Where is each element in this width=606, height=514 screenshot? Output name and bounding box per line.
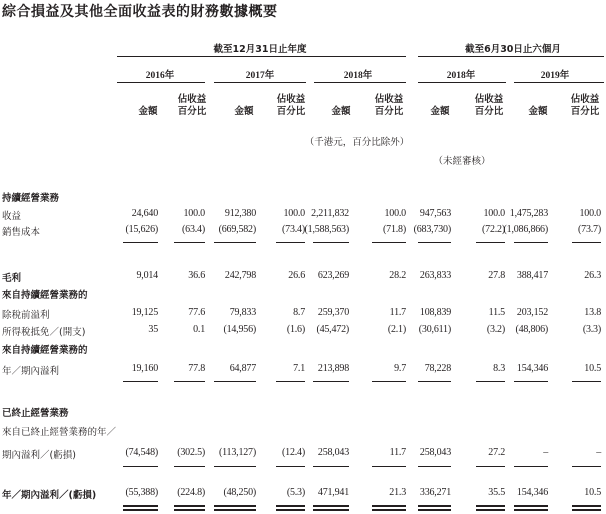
year-underline	[418, 82, 506, 83]
summation-line	[514, 509, 548, 511]
cell-disc: –	[596, 447, 601, 458]
cell-cost-of-sales: (1,086,866)	[503, 224, 548, 235]
summation-line	[372, 381, 406, 382]
summation-line	[476, 505, 505, 507]
cell-pbt: 203,152	[516, 307, 548, 318]
cell-disc: 11.7	[389, 447, 406, 458]
label-tax: 所得稅抵免／(開支)	[2, 327, 86, 338]
summation-line	[572, 509, 601, 511]
unaudited-note: （未經審核）	[433, 156, 491, 167]
summation-line	[313, 466, 349, 467]
cell-cost-of-sales: (73.4)	[282, 224, 305, 235]
cell-cost-of-sales: (73.7)	[578, 224, 601, 235]
label-profit-cont-line1: 來自持續經營業務的	[2, 345, 88, 356]
cell-tax: (48,806)	[515, 324, 548, 335]
summation-line	[572, 505, 601, 507]
cell-disc: (74,548)	[125, 447, 158, 458]
col-header-amount: 金額	[430, 106, 450, 117]
cell-gross-profit: 263,833	[419, 270, 451, 281]
cell-total: 471,941	[317, 487, 349, 498]
cell-gross-profit: 26.3	[584, 270, 601, 281]
cell-cost-of-sales: (1,588,563)	[304, 224, 349, 235]
summation-line	[572, 242, 601, 243]
cell-disc: 258,043	[419, 447, 451, 458]
period-six-months: 截至6月30日止六個月	[465, 44, 561, 55]
summation-line	[313, 242, 349, 243]
year-header: 2019年	[540, 71, 570, 81]
cell-revenue: 912,380	[224, 208, 256, 219]
summation-line	[514, 242, 548, 243]
summation-line	[214, 505, 256, 507]
summation-line	[418, 509, 451, 511]
summation-line	[123, 505, 158, 507]
summation-line	[276, 509, 305, 511]
summation-line	[572, 466, 601, 467]
cell-revenue: 100.0	[384, 208, 406, 219]
cell-total: 21.3	[389, 487, 406, 498]
cell-tax: (45,472)	[316, 324, 349, 335]
col-header-pct: 佔收益 百分比	[570, 94, 600, 117]
summation-line	[476, 509, 505, 511]
cell-total: 10.5	[584, 487, 601, 498]
cell-revenue: 947,563	[419, 208, 451, 219]
summation-line	[123, 509, 158, 511]
cell-cost-of-sales: (63.4)	[182, 224, 205, 235]
col-header-amount: 金額	[528, 106, 548, 117]
cell-disc: 27.2	[488, 447, 505, 458]
cell-gross-profit: 26.6	[288, 270, 305, 281]
summation-line	[276, 242, 305, 243]
cell-profit-cont: 64,877	[229, 363, 256, 374]
cell-total: 336,271	[419, 487, 451, 498]
cell-profit-cont: 78,228	[424, 363, 451, 374]
cell-pbt: 8.7	[293, 307, 305, 318]
cell-profit-cont: 9.7	[394, 363, 406, 374]
cell-pbt: 259,370	[317, 307, 349, 318]
cell-total: (5.3)	[286, 487, 305, 498]
year-header: 2018年	[446, 71, 476, 81]
label-profit-cont-line2: 年／期內溢利	[2, 366, 60, 377]
period-full-year: 截至12月31日止年度	[213, 44, 307, 55]
cell-cost-of-sales: (72.2)	[482, 224, 505, 235]
summation-line	[514, 381, 548, 382]
cell-total: (224.8)	[177, 487, 205, 498]
cell-disc: 258,043	[317, 447, 349, 458]
cell-revenue: 2,211,832	[311, 208, 349, 219]
cell-revenue: 100.0	[183, 208, 205, 219]
cell-profit-cont: 10.5	[584, 363, 601, 374]
summation-line	[418, 466, 451, 467]
cell-total: (48,250)	[223, 487, 256, 498]
summation-line	[214, 381, 256, 382]
year-underline	[514, 82, 604, 83]
summation-line	[214, 242, 256, 243]
cell-tax: 35	[148, 324, 158, 335]
cell-tax: 0.1	[193, 324, 205, 335]
period-underline	[418, 56, 604, 57]
summation-line	[514, 466, 548, 467]
summation-line	[418, 381, 451, 382]
cell-profit-cont: 154,346	[516, 363, 548, 374]
year-header: 2017年	[245, 71, 275, 81]
summation-line	[572, 381, 601, 382]
summation-line	[372, 242, 406, 243]
cell-revenue: 100.0	[579, 208, 601, 219]
label-pbt-line2: 除稅前溢利	[2, 310, 50, 321]
col-header-amount: 金額	[138, 106, 158, 117]
col-header-pct: 佔收益 百分比	[374, 94, 404, 117]
cell-tax: (1.6)	[286, 324, 305, 335]
cell-tax: (14,956)	[223, 324, 256, 335]
label-pbt-line1: 來自持續經營業務的	[2, 290, 88, 301]
cell-profit-cont: 213,898	[317, 363, 349, 374]
cell-disc: (12.4)	[282, 447, 305, 458]
year-underline	[314, 82, 406, 83]
cell-tax: (30,611)	[418, 324, 451, 335]
col-header-amount: 金額	[331, 106, 351, 117]
cell-gross-profit: 623,269	[317, 270, 349, 281]
section-discontinued-ops: 已終止經營業務	[2, 408, 69, 419]
label-disc-line2: 期內溢利／(虧損)	[2, 450, 76, 461]
cell-gross-profit: 27.8	[488, 270, 505, 281]
summation-line	[123, 381, 158, 382]
cell-disc: (113,127)	[219, 447, 256, 458]
col-header-pct: 佔收益 百分比	[474, 94, 504, 117]
summation-line	[372, 505, 406, 507]
cell-total: 154,346	[516, 487, 548, 498]
cell-cost-of-sales: (71.8)	[383, 224, 406, 235]
summation-line	[174, 381, 205, 382]
summation-line	[174, 466, 205, 467]
summation-line	[276, 466, 305, 467]
summation-line	[276, 381, 305, 382]
cell-profit-cont: 77.8	[188, 363, 205, 374]
cell-revenue: 100.0	[483, 208, 505, 219]
cell-profit-cont: 8.3	[493, 363, 505, 374]
label-total: 年／期內溢利／(虧損)	[2, 490, 97, 501]
summation-line	[174, 505, 205, 507]
summation-line	[476, 466, 505, 467]
cell-pbt: 77.6	[188, 307, 205, 318]
cell-cost-of-sales: (669,582)	[218, 224, 256, 235]
cell-gross-profit: 36.6	[188, 270, 205, 281]
cell-gross-profit: 28.2	[389, 270, 406, 281]
cell-tax: (2.1)	[387, 324, 406, 335]
unit-note: （千港元，百分比除外）	[304, 137, 410, 148]
col-header-pct: 佔收益 百分比	[276, 94, 306, 117]
cell-pbt: 108,839	[419, 307, 451, 318]
summation-line	[276, 505, 305, 507]
summation-line	[313, 509, 349, 511]
label-cost-of-sales: 銷售成本	[2, 227, 41, 238]
cell-tax: (3.2)	[486, 324, 505, 335]
page-title: 綜合損益及其他全面收益表的財務數據概要	[2, 4, 278, 20]
cell-cost-of-sales: (15,626)	[125, 224, 158, 235]
cell-revenue: 1,475,283	[509, 208, 548, 219]
col-header-amount: 金額	[234, 106, 254, 117]
cell-pbt: 11.7	[389, 307, 406, 318]
year-header: 2016年	[145, 71, 175, 81]
cell-revenue: 100.0	[283, 208, 305, 219]
label-disc-line1: 來自已終止經營業務的年／	[2, 427, 117, 438]
year-header: 2018年	[343, 71, 373, 81]
cell-pbt: 79,833	[229, 307, 256, 318]
col-header-pct: 佔收益 百分比	[177, 94, 207, 117]
summation-line	[123, 466, 158, 467]
summation-line	[514, 505, 548, 507]
year-underline	[214, 82, 306, 83]
cell-tax: (3.3)	[582, 324, 601, 335]
year-underline	[117, 82, 205, 83]
cell-pbt: 13.8	[584, 307, 601, 318]
label-revenue: 收益	[2, 211, 22, 222]
summation-line	[313, 381, 349, 382]
summation-line	[123, 242, 158, 243]
summation-line	[174, 242, 205, 243]
summation-line	[418, 242, 451, 243]
period-underline	[117, 56, 406, 57]
cell-gross-profit: 9,014	[136, 270, 158, 281]
summation-line	[372, 509, 406, 511]
cell-pbt: 11.5	[488, 307, 505, 318]
summation-line	[214, 466, 256, 467]
cell-gross-profit: 242,798	[224, 270, 256, 281]
section-continuing-ops: 持續經營業務	[2, 193, 60, 204]
cell-disc: –	[543, 447, 548, 458]
cell-cost-of-sales: (683,730)	[413, 224, 451, 235]
summation-line	[313, 505, 349, 507]
cell-gross-profit: 388,417	[516, 270, 548, 281]
cell-total: (55,388)	[125, 487, 158, 498]
summation-line	[476, 381, 505, 382]
summation-line	[372, 466, 406, 467]
cell-revenue: 24,640	[131, 208, 158, 219]
summation-line	[418, 505, 451, 507]
label-gross-profit: 毛利	[2, 273, 22, 284]
summation-line	[476, 242, 505, 243]
summation-line	[174, 509, 205, 511]
cell-profit-cont: 7.1	[293, 363, 305, 374]
cell-profit-cont: 19,160	[131, 363, 158, 374]
cell-disc: (302.5)	[177, 447, 205, 458]
cell-pbt: 19,125	[131, 307, 158, 318]
summation-line	[214, 509, 256, 511]
cell-total: 35.5	[488, 487, 505, 498]
